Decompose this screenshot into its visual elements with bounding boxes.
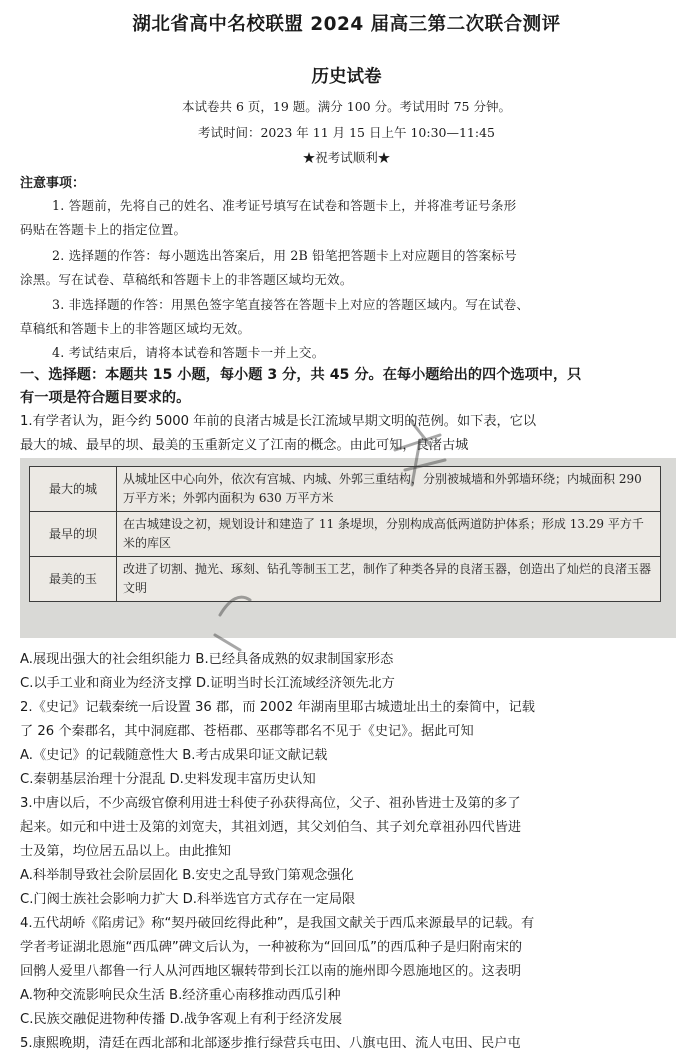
exam-title: 湖北省高中名校联盟 2024 届高三第二次联合测评 bbox=[132, 14, 561, 35]
question-1-option: C.以手工业和商业为经济支撑 D.证明当时长江流域经济领先北方 bbox=[20, 676, 395, 691]
question-4-stem: 回鹘人爱里八都鲁一行人从河西地区辗转带到长江以南的施州即今恩施地区的。这表明 bbox=[20, 964, 522, 979]
question-4-stem: 学者考证湖北恩施“西瓜碑”碑文后认为，一种被称为“回回瓜”的西瓜种子是归附南宋的 bbox=[20, 940, 523, 955]
notice-line: 1. 答题前，先将自己的姓名、准考证号填写在试卷和答题卡上，并将准考证号条形 bbox=[52, 198, 517, 213]
question-2-stem: 2.《史记》记载秦统一后设置 36 郡，而 2002 年湖南里耶古城遗址出土的秦简中，记载 bbox=[20, 700, 535, 715]
question-3-stem: 士及第，均位居五品以上。由此推知 bbox=[20, 844, 231, 859]
exam-subject: 历史试卷 bbox=[311, 67, 382, 87]
question-3-stem: 3.中唐以后，不少高级官僚利用进士科使子孙获得高位，父子、祖孙皆进士及第的多了 bbox=[20, 796, 521, 811]
question-3-option: A.科举制导致社会阶层固化 B.安史之乱导致门第观念强化 bbox=[20, 868, 354, 883]
notice-line: 2. 选择题的作答：每小题选出答案后，用 2B 铅笔把答题卡上对应题目的答案标号 bbox=[52, 248, 517, 263]
table-row-label: 最美的玉 bbox=[30, 557, 117, 602]
notice-line: 3. 非选择题的作答：用黑色签字笔直接答在答题卡上对应的答题区域内。写在试卷、 bbox=[52, 297, 530, 312]
question-1-option: A.展现出强大的社会组织能力 B.已经具备成熟的奴隶制国家形态 bbox=[20, 652, 394, 667]
section-heading: 一、选择题：本题共 15 小题，每小题 3 分，共 45 分。在每小题给出的四个选项中，只 bbox=[20, 367, 582, 383]
watermark-graphic bbox=[180, 400, 480, 660]
table-row-text: 从城址区中心向外，依次有宫城、内城、外郭三重结构，分别被城墙和外郭墙环绕；内城面积 290 万平方米；外郭内面积为 630 万平方米 bbox=[117, 467, 661, 512]
question-3-stem: 起来。如元和中进士及第的刘宽夫，其祖刘迺，其父刘伯刍、其子刘允章祖孙四代皆进 bbox=[20, 820, 522, 835]
exam-wish: ★祝考试顺利★ bbox=[302, 150, 391, 165]
exam-time: 考试时间：2023 年 11 月 15 日上午 10:30—11:45 bbox=[197, 125, 495, 140]
notice-heading: 注意事项： bbox=[20, 176, 86, 191]
notice-line: 草稿纸和答题卡上的非答题区域均无效。 bbox=[20, 321, 251, 336]
question-5-stem: 5.康熙晚期，清廷在西北部和北部逐步推行绿营兵屯田、八旗屯田、流人屯田、民户屯 bbox=[20, 1036, 521, 1051]
question-2-stem: 了 26 个秦郡名，其中洞庭郡、苍梧郡、巫郡等郡名不见于《史记》。据此可知 bbox=[20, 724, 474, 739]
question-4-option: A.物种交流影响民众生活 B.经济重心南移推动西瓜引种 bbox=[20, 988, 341, 1003]
question-2-option: A.《史记》的记载随意性大 B.考古成果印证文献记载 bbox=[20, 748, 328, 763]
question-2-option: C.秦朝基层治理十分混乱 D.史料发现丰富历史认知 bbox=[20, 772, 316, 787]
notice-line: 涂黑。写在试卷、草稿纸和答题卡上的非答题区域均无效。 bbox=[20, 272, 353, 287]
question-4-option: C.民族交融促进物种传播 D.战争客观上有利于经济发展 bbox=[20, 1012, 343, 1027]
table-row-label: 最早的坝 bbox=[30, 512, 117, 557]
section-heading-cont: 有一项是符合题目要求的。 bbox=[20, 390, 191, 406]
notice-line: 码贴在答题卡上的指定位置。 bbox=[20, 222, 187, 237]
question-4-stem: 4.五代胡峤《陷虏记》称“契丹破回纥得此种”，是我国文献关于西瓜来源最早的记载。有 bbox=[20, 916, 535, 931]
question-3-option: C.门阀士族社会影响力扩大 D.科举选官方式存在一定局限 bbox=[20, 892, 356, 907]
exam-info: 本试卷共 6 页，19 题。满分 100 分。考试用时 75 分钟。 bbox=[182, 99, 511, 114]
table-row-text: 改进了切割、抛光、琢刻、钻孔等制玉工艺，制作了种类各异的良渚玉器，创造出了灿烂的良渚玉器文明 bbox=[117, 557, 661, 602]
notice-line: 4. 考试结束后，请将本试卷和答题卡一并上交。 bbox=[52, 345, 325, 360]
table-row-label: 最大的城 bbox=[30, 467, 117, 512]
question-1-stem: 1.有学者认为，距今约 5000 年前的良渚古城是长江流域早期文明的范例。如下表，它以 bbox=[20, 414, 537, 429]
question-1-stem: 最大的城、最早的坝、最美的玉重新定义了江南的概念。由此可知，良渚古城 bbox=[20, 438, 469, 453]
table-row-text: 在古城建设之初，规划设计和建造了 11 条堤坝，分别构成高低两道防护体系；形成 13.29 平方千米的库区 bbox=[117, 512, 661, 557]
